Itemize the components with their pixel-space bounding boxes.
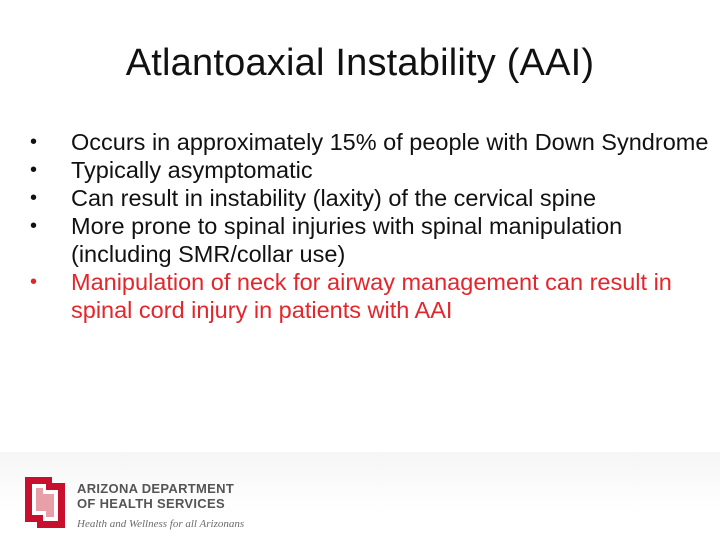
adhs-logo-icon bbox=[22, 472, 68, 530]
bullet-item-highlighted bbox=[30, 268, 710, 324]
logo-line-2: OF HEALTH SERVICES bbox=[77, 496, 225, 511]
bullet-list bbox=[30, 128, 710, 324]
slide-title: Atlantoaxial Instability (AAI) bbox=[125, 42, 595, 84]
bullet-text: Can result in instability (laxity) of the cervical spine bbox=[71, 185, 597, 211]
bullet-item bbox=[30, 212, 710, 268]
bullet-marker: • bbox=[30, 215, 38, 237]
bullet-marker: • bbox=[30, 159, 38, 181]
bullet-marker: • bbox=[30, 271, 38, 293]
logo-wordmark bbox=[77, 481, 234, 511]
logo-line-1: ARIZONA DEPARTMENT bbox=[77, 481, 235, 496]
bullet-text: Manipulation of neck for airway management can result in spinal cord injury in patients with AAI bbox=[71, 269, 672, 323]
bullet-marker: • bbox=[30, 131, 38, 153]
bullet-item bbox=[30, 184, 710, 212]
bullet-text: More prone to spinal injuries with spinal manipulation (including SMR/collar use) bbox=[71, 213, 623, 267]
bullet-marker: • bbox=[30, 187, 38, 209]
bullet-text: Typically asymptomatic bbox=[71, 157, 313, 183]
logo-tagline: Health and Wellness for all Arizonans bbox=[77, 518, 245, 530]
bullet-item bbox=[30, 128, 710, 156]
bullet-item bbox=[30, 156, 710, 184]
bullet-text: Occurs in approximately 15% of people with Down Syndrome bbox=[71, 129, 709, 155]
